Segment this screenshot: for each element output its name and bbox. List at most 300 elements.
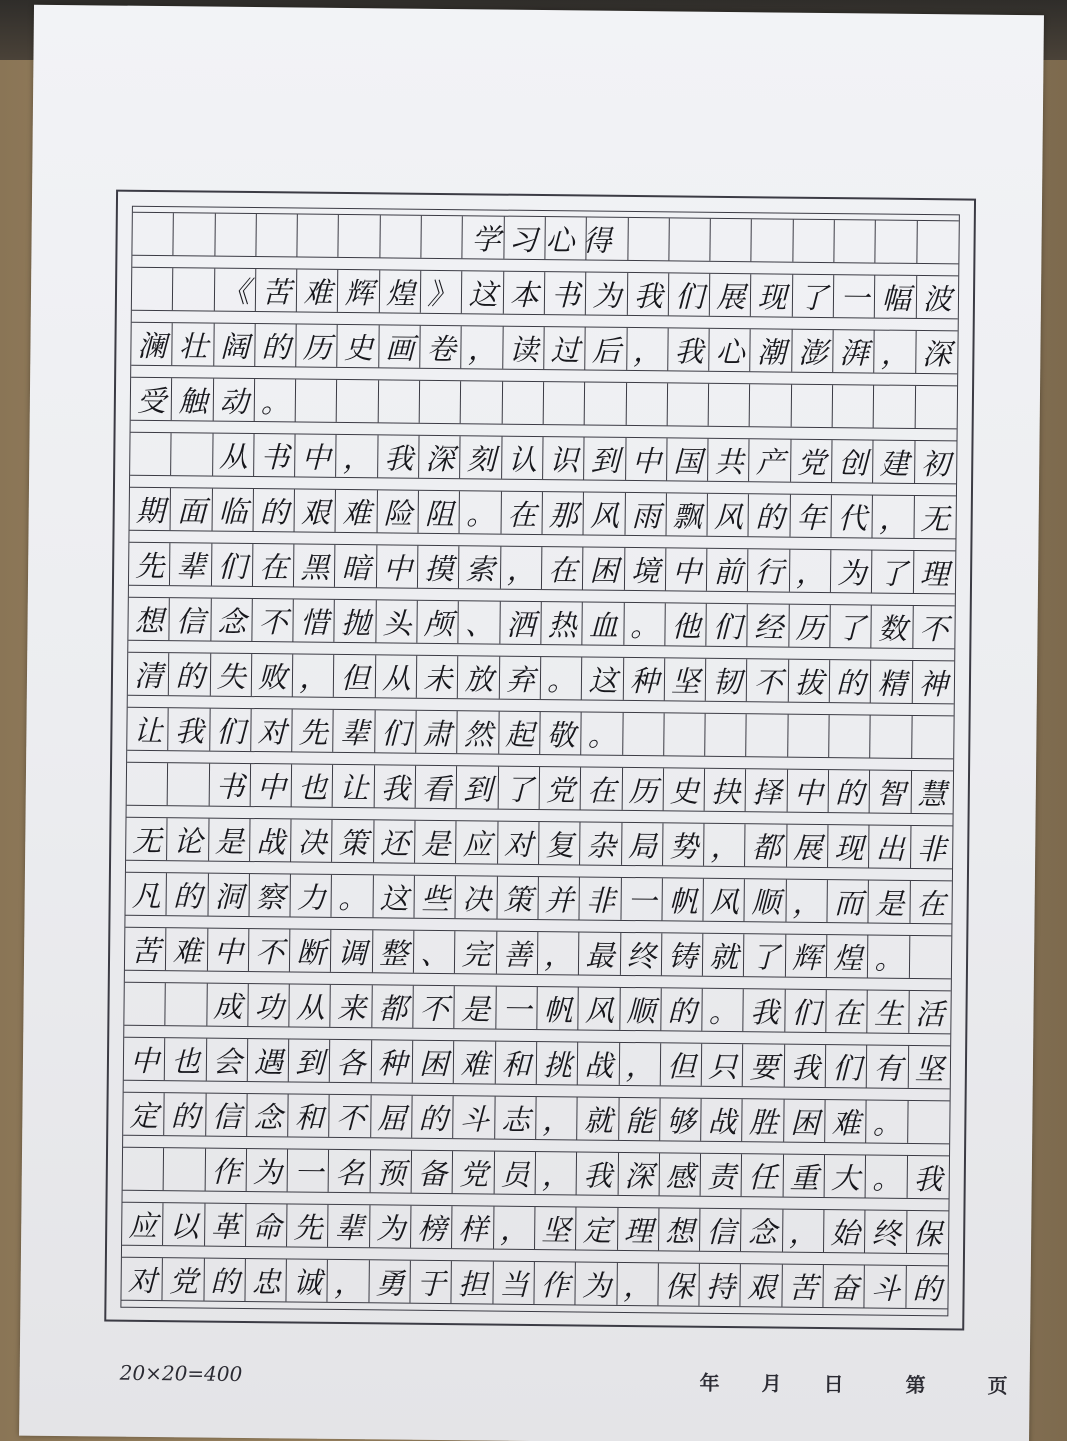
handwritten-char: 坚 <box>670 663 701 699</box>
handwritten-char: 深 <box>922 336 952 371</box>
handwritten-char: 想 <box>665 1213 695 1249</box>
handwritten-char: 任 <box>748 1159 778 1195</box>
handwritten-char: 作 <box>540 1267 570 1302</box>
handwritten-char: 。 <box>872 1106 903 1141</box>
handwritten-char: 榜 <box>417 1211 447 1246</box>
handwritten-char: 。 <box>630 608 660 643</box>
handwritten-char: 风 <box>584 993 615 1028</box>
handwritten-char: 难 <box>172 933 202 969</box>
handwritten-char: 现 <box>834 830 864 865</box>
handwritten-char: 中 <box>671 553 702 589</box>
handwritten-char: 应 <box>462 826 492 862</box>
handwritten-char: ， <box>788 1215 819 1250</box>
handwritten-char: 斗 <box>870 1271 901 1306</box>
handwritten-char: 奋 <box>829 1270 860 1305</box>
handwritten-char: 展 <box>793 830 823 865</box>
handwritten-char: 中 <box>631 443 662 478</box>
handwritten-char: 后 <box>591 333 622 368</box>
handwritten-char: 当 <box>499 1267 529 1302</box>
handwritten-char: 辉 <box>344 275 374 310</box>
handwritten-char: 阻 <box>424 496 455 531</box>
handwritten-char: 对 <box>127 1263 158 1298</box>
handwritten-char: 就 <box>583 1103 614 1138</box>
handwritten-char: 波 <box>922 281 953 316</box>
handwritten-char: 们 <box>831 1050 862 1085</box>
handwritten-char: 为 <box>581 1268 612 1303</box>
handwritten-char: 让 <box>133 713 163 748</box>
handwritten-char: 神 <box>918 666 948 701</box>
handwritten-char: 成 <box>213 989 243 1024</box>
handwritten-char: 备 <box>417 1156 448 1191</box>
handwritten-char: 历 <box>628 773 658 808</box>
handwritten-char: 了 <box>878 556 908 591</box>
page-suffix-label: 页 <box>987 1373 1008 1398</box>
handwritten-char: 论 <box>173 823 203 859</box>
handwritten-char: 力 <box>296 880 327 915</box>
handwritten-char: 定 <box>582 1213 612 1248</box>
handwritten-char: 。 <box>874 941 904 976</box>
handwritten-line <box>132 267 958 320</box>
handwritten-char: 国 <box>673 443 703 479</box>
handwritten-char: 非 <box>585 883 616 918</box>
handwritten-char: 党 <box>459 1156 489 1192</box>
year-label: 年 <box>699 1370 720 1395</box>
handwritten-char: 先 <box>293 1209 323 1245</box>
handwritten-line <box>130 487 956 540</box>
handwritten-char: 于 <box>416 1266 447 1301</box>
handwritten-char: 顺 <box>751 884 781 920</box>
handwritten-char: 认 <box>507 442 538 477</box>
handwritten-char: 年 <box>796 500 826 535</box>
handwritten-char: 我 <box>749 994 780 1030</box>
handwritten-char: 整 <box>378 935 409 971</box>
date-page-footer <box>699 1367 1007 1399</box>
grid-outer-frame <box>104 190 976 1331</box>
grid-spec-label: 20×20=400 <box>119 1360 243 1386</box>
handwritten-char: 一 <box>502 992 532 1027</box>
handwritten-char: 还 <box>380 825 410 861</box>
handwritten-char: 并 <box>544 882 575 917</box>
handwritten-char: 持 <box>705 1269 736 1304</box>
handwritten-char: 》 <box>427 276 457 311</box>
handwritten-char: 命 <box>252 1209 282 1244</box>
handwritten-char: 信 <box>706 1214 736 1249</box>
handwritten-char: 心 <box>715 334 745 369</box>
handwritten-line <box>126 817 952 870</box>
handwritten-char: 从 <box>218 439 249 474</box>
handwritten-char: 。 <box>338 880 368 915</box>
handwritten-char: 决 <box>297 825 327 860</box>
handwritten-char: 为 <box>375 1210 406 1246</box>
handwritten-char: 困 <box>589 553 619 588</box>
handwritten-char: 中 <box>382 550 413 586</box>
handwritten-char: 不 <box>919 611 949 646</box>
day-label: 日 <box>823 1372 844 1397</box>
handwritten-char: 飘 <box>672 498 702 534</box>
handwritten-char: ， <box>880 336 911 371</box>
handwritten-char: ， <box>625 1048 655 1083</box>
handwritten-char: 、 <box>464 606 495 642</box>
handwritten-char: 的 <box>210 1264 240 1299</box>
handwritten-char: 诚 <box>292 1264 323 1300</box>
handwritten-char: 了 <box>836 610 866 645</box>
handwritten-char: 们 <box>674 278 705 314</box>
handwritten-char: 不 <box>753 664 783 700</box>
handwritten-char: 理 <box>623 1213 654 1248</box>
handwritten-char: 先 <box>135 548 165 583</box>
handwritten-char: 我 <box>913 1161 943 1196</box>
handwritten-char: 史 <box>343 330 374 365</box>
handwritten-char: 在 <box>832 995 862 1030</box>
handwritten-char: 热 <box>547 607 577 642</box>
handwritten-char: 的 <box>175 658 205 694</box>
handwritten-char: 的 <box>836 665 866 700</box>
handwritten-char: 和 <box>501 1047 531 1082</box>
handwritten-char: 我 <box>174 713 205 749</box>
handwritten-char: 些 <box>420 881 451 916</box>
handwritten-char: 为 <box>252 1154 283 1189</box>
handwritten-char: 颅 <box>423 606 453 641</box>
handwritten-char: 想 <box>134 603 164 638</box>
handwritten-char: 杂 <box>586 828 616 863</box>
handwritten-char: 从 <box>381 660 412 696</box>
handwritten-char: 坚 <box>914 1051 944 1086</box>
handwritten-line <box>123 1092 949 1145</box>
manuscript-paper <box>19 5 1044 1441</box>
handwritten-char: 帆 <box>668 883 698 919</box>
handwritten-char: 中 <box>301 440 331 475</box>
handwritten-char: 在 <box>916 886 946 921</box>
handwritten-char: 到 <box>463 771 493 807</box>
handwritten-char: 应 <box>128 1208 158 1243</box>
handwritten-char: 无 <box>920 501 950 536</box>
month-label: 月 <box>761 1371 782 1396</box>
handwritten-char: 难 <box>460 1046 490 1082</box>
handwritten-char: 我 <box>583 1158 613 1193</box>
handwritten-char: 那 <box>548 497 579 532</box>
handwritten-char: 的 <box>912 1271 942 1306</box>
handwritten-char: 了 <box>798 280 829 315</box>
handwritten-char: 保 <box>912 1216 943 1251</box>
handwritten-char: 察 <box>255 879 285 914</box>
handwritten-char: 风 <box>713 499 744 534</box>
handwritten-char: 经 <box>753 609 784 645</box>
handwritten-char: 本 <box>509 277 540 312</box>
handwritten-char: 的 <box>170 1098 201 1134</box>
handwritten-char: 有 <box>873 1051 903 1086</box>
handwritten-char: 幅 <box>881 281 911 316</box>
handwritten-char: 艰 <box>747 1269 777 1305</box>
handwritten-char: ， <box>542 1102 572 1137</box>
handwritten-char: 责 <box>706 1159 737 1194</box>
handwritten-char: 暗 <box>341 550 371 585</box>
handwritten-char: 员 <box>500 1157 530 1192</box>
handwritten-char: 不 <box>254 934 285 969</box>
handwritten-char: 对 <box>257 714 287 749</box>
handwritten-line <box>128 652 954 705</box>
handwritten-char: 无 <box>132 823 162 858</box>
handwritten-char: 对 <box>503 827 534 862</box>
handwritten-char: 们 <box>215 714 246 749</box>
handwritten-char: 黑 <box>300 550 330 585</box>
handwritten-char: 不 <box>335 1100 366 1135</box>
handwritten-char: 会 <box>212 1044 242 1079</box>
handwritten-char: 为 <box>837 555 867 590</box>
handwritten-char: 了 <box>504 772 534 807</box>
handwritten-char: 放 <box>464 661 494 697</box>
handwritten-char: 雨 <box>631 498 661 533</box>
handwritten-char: 最 <box>585 938 615 973</box>
handwritten-char: 调 <box>337 935 367 970</box>
handwritten-char: 定 <box>129 1098 159 1133</box>
handwritten-char: 的 <box>834 775 865 810</box>
handwritten-char: 风 <box>589 498 620 533</box>
handwritten-char: 从 <box>295 990 326 1025</box>
handwritten-char: 韧 <box>712 664 742 699</box>
handwritten-char: 我 <box>380 770 410 806</box>
handwritten-char: 勇 <box>375 1265 405 1301</box>
handwritten-char: 不 <box>258 604 288 639</box>
handwritten-char: 遇 <box>253 1044 284 1079</box>
handwritten-char: 理 <box>919 556 950 591</box>
handwritten-line <box>121 1257 947 1310</box>
handwritten-char: 难 <box>342 495 372 530</box>
handwritten-char: 重 <box>789 1160 819 1195</box>
handwritten-char: 苦 <box>131 933 161 968</box>
handwritten-char: 是 <box>875 886 905 921</box>
handwritten-char: 择 <box>752 774 782 810</box>
handwritten-char: 触 <box>178 383 208 419</box>
handwritten-line <box>130 432 956 485</box>
handwritten-char: 创 <box>838 445 868 480</box>
handwritten-line <box>122 1202 948 1255</box>
handwritten-line <box>124 1037 950 1090</box>
handwritten-char: 澜 <box>137 328 167 363</box>
handwritten-char: 复 <box>545 827 575 862</box>
handwritten-char: 辈 <box>334 1210 365 1245</box>
handwritten-char: 都 <box>378 990 408 1026</box>
handwritten-char: 历 <box>795 610 825 645</box>
handwritten-line <box>131 322 957 375</box>
handwritten-char: 险 <box>383 495 413 531</box>
handwritten-char: 种 <box>377 1045 408 1081</box>
handwritten-char: 精 <box>877 666 907 701</box>
handwritten-char: 初 <box>920 446 951 481</box>
handwritten-char: 共 <box>714 444 744 479</box>
handwritten-char: 在 <box>587 773 617 808</box>
handwritten-char: 都 <box>751 829 782 865</box>
handwritten-char: 然 <box>463 716 494 752</box>
handwritten-char: 是 <box>460 991 491 1027</box>
handwritten-char: 念 <box>217 604 247 639</box>
handwritten-char: 策 <box>503 882 533 917</box>
handwritten-char: 难 <box>831 1105 861 1140</box>
handwritten-char: ， <box>632 333 663 368</box>
handwritten-char: 抛 <box>341 605 371 640</box>
handwritten-char: 先 <box>298 715 328 750</box>
handwritten-char: 铸 <box>667 938 698 974</box>
handwritten-char: 画 <box>385 330 415 366</box>
handwritten-char: ， <box>544 937 574 972</box>
handwritten-char: 完 <box>461 936 491 972</box>
handwritten-char: 未 <box>423 661 453 696</box>
handwritten-char: 作 <box>211 1154 241 1189</box>
handwritten-char: 的 <box>418 1101 448 1136</box>
handwritten-char: 要 <box>749 1049 779 1085</box>
handwritten-char: 这 <box>468 276 498 312</box>
handwritten-char: 境 <box>630 553 661 588</box>
handwritten-char: 们 <box>217 549 248 584</box>
handwritten-char: 史 <box>669 773 700 809</box>
handwritten-char: 难 <box>303 275 333 310</box>
handwritten-char: 决 <box>462 881 492 917</box>
handwritten-char: 动 <box>219 384 249 419</box>
handwritten-char: 和 <box>294 1100 324 1135</box>
handwritten-char: 帆 <box>543 992 573 1027</box>
handwritten-line <box>125 927 951 980</box>
handwritten-char: 非 <box>916 831 947 866</box>
handwritten-char: 够 <box>666 1103 696 1139</box>
handwritten-line <box>125 872 951 925</box>
handwritten-char: 中 <box>256 769 287 804</box>
handwritten-char: 一 <box>627 883 657 918</box>
handwritten-char: 的 <box>667 993 697 1029</box>
handwritten-char: 中 <box>129 1043 160 1078</box>
handwritten-char: 党 <box>797 445 827 480</box>
handwritten-char: ， <box>623 1268 653 1303</box>
handwritten-char: 断 <box>296 935 326 970</box>
handwritten-char: 辈 <box>339 715 370 750</box>
handwritten-char: 们 <box>381 715 411 751</box>
handwritten-char: 湃 <box>839 335 869 370</box>
handwritten-char: 阔 <box>220 329 250 364</box>
handwritten-char: ， <box>334 1265 364 1300</box>
handwritten-char: 苦 <box>261 274 292 309</box>
handwritten-line <box>129 542 955 595</box>
handwritten-char: 肃 <box>422 716 452 751</box>
handwritten-char: 潮 <box>756 334 787 370</box>
handwritten-char: ， <box>499 1212 530 1247</box>
handwritten-char: 败 <box>257 659 288 694</box>
handwritten-char: 党 <box>545 772 576 807</box>
handwritten-line <box>131 377 957 430</box>
handwritten-char: 。 <box>260 384 291 419</box>
handwritten-char: 革 <box>210 1209 241 1244</box>
handwritten-char: 也 <box>171 1043 201 1079</box>
handwritten-char: 信 <box>175 603 206 639</box>
handwritten-char: 辈 <box>176 548 206 584</box>
handwritten-char: 信 <box>211 1099 242 1134</box>
handwritten-char: 血 <box>588 608 619 643</box>
handwritten-char: 煌 <box>385 275 416 311</box>
handwritten-char: 屈 <box>377 1100 407 1136</box>
handwritten-char: 。 <box>708 994 739 1029</box>
handwritten-char: 头 <box>382 605 412 641</box>
handwritten-char: 壮 <box>178 328 209 364</box>
handwritten-char: 的 <box>259 494 289 529</box>
handwritten-char: 现 <box>757 279 787 315</box>
handwritten-char: ， <box>299 660 329 695</box>
handwritten-char: 困 <box>419 1046 449 1081</box>
handwritten-char: 一 <box>293 1155 324 1190</box>
handwritten-char: 这 <box>379 880 409 916</box>
handwritten-char: 中 <box>213 934 244 969</box>
handwritten-char: ， <box>710 829 740 864</box>
handwritten-char: 建 <box>879 446 909 481</box>
handwritten-char: 终 <box>626 938 657 973</box>
handwritten-char: 一 <box>840 280 870 315</box>
handwritten-char: 来 <box>336 990 367 1025</box>
handwritten-char: 生 <box>873 996 904 1031</box>
handwritten-line <box>128 597 954 650</box>
handwritten-char: ， <box>792 885 822 920</box>
handwritten-char: 失 <box>216 659 246 694</box>
handwritten-char: 代 <box>837 500 868 535</box>
handwritten-char: 识 <box>549 442 579 477</box>
handwritten-char: 书 <box>260 439 290 474</box>
handwritten-char: 凡 <box>131 878 162 913</box>
handwritten-char: 志 <box>501 1102 531 1137</box>
handwritten-char: 预 <box>376 1155 406 1191</box>
handwritten-char: 面 <box>176 493 207 529</box>
handwritten-char: ， <box>879 501 909 536</box>
handwritten-char: 、 <box>420 936 450 971</box>
handwritten-char: 善 <box>502 937 533 972</box>
handwritten-char: 读 <box>509 332 539 367</box>
handwritten-char: 的 <box>172 878 203 914</box>
handwritten-char: 索 <box>465 551 495 587</box>
handwritten-char: 战 <box>707 1104 737 1139</box>
handwritten-line <box>123 1147 949 1200</box>
handwritten-char: 数 <box>877 611 908 646</box>
handwritten-char: 我 <box>790 1050 821 1085</box>
handwritten-char: 出 <box>875 831 905 866</box>
handwritten-char: 这 <box>588 663 618 698</box>
handwritten-char: 挑 <box>542 1047 573 1082</box>
handwritten-char: 。 <box>546 662 577 697</box>
handwritten-char: 澎 <box>798 335 828 370</box>
essay-title: 学习心得 <box>471 221 620 258</box>
handwritten-char: 抉 <box>710 774 741 809</box>
handwritten-char: 。 <box>872 1161 902 1196</box>
handwritten-char: 种 <box>629 663 659 698</box>
page-prefix-label: 第 <box>905 1372 926 1398</box>
handwritten-char: 智 <box>876 776 906 811</box>
handwritten-char: 历 <box>302 330 332 365</box>
handwritten-char: 慧 <box>917 776 947 811</box>
handwritten-char: 战 <box>256 824 286 859</box>
handwritten-char: 名 <box>335 1155 365 1190</box>
handwritten-char: 坚 <box>541 1212 571 1247</box>
handwritten-char: 念 <box>747 1214 778 1250</box>
handwritten-char: 让 <box>339 770 369 805</box>
handwritten-char: ， <box>342 440 373 475</box>
handwritten-char: 风 <box>709 884 740 919</box>
handwritten-char: 党 <box>168 1263 199 1298</box>
handwritten-char: 不 <box>419 991 449 1026</box>
handwritten-line <box>124 982 950 1035</box>
handwritten-char: ， <box>506 552 537 587</box>
manuscript-grid <box>120 206 959 1317</box>
handwritten-char: 产 <box>755 444 786 480</box>
handwritten-char: 拔 <box>794 665 825 700</box>
handwritten-char: 念 <box>253 1099 283 1134</box>
handwritten-char: 终 <box>871 1216 901 1251</box>
handwritten-char: 期 <box>135 493 166 528</box>
handwritten-char: ， <box>541 1157 572 1192</box>
handwritten-char: 胜 <box>748 1104 779 1140</box>
handwritten-char: 始 <box>830 1215 860 1250</box>
